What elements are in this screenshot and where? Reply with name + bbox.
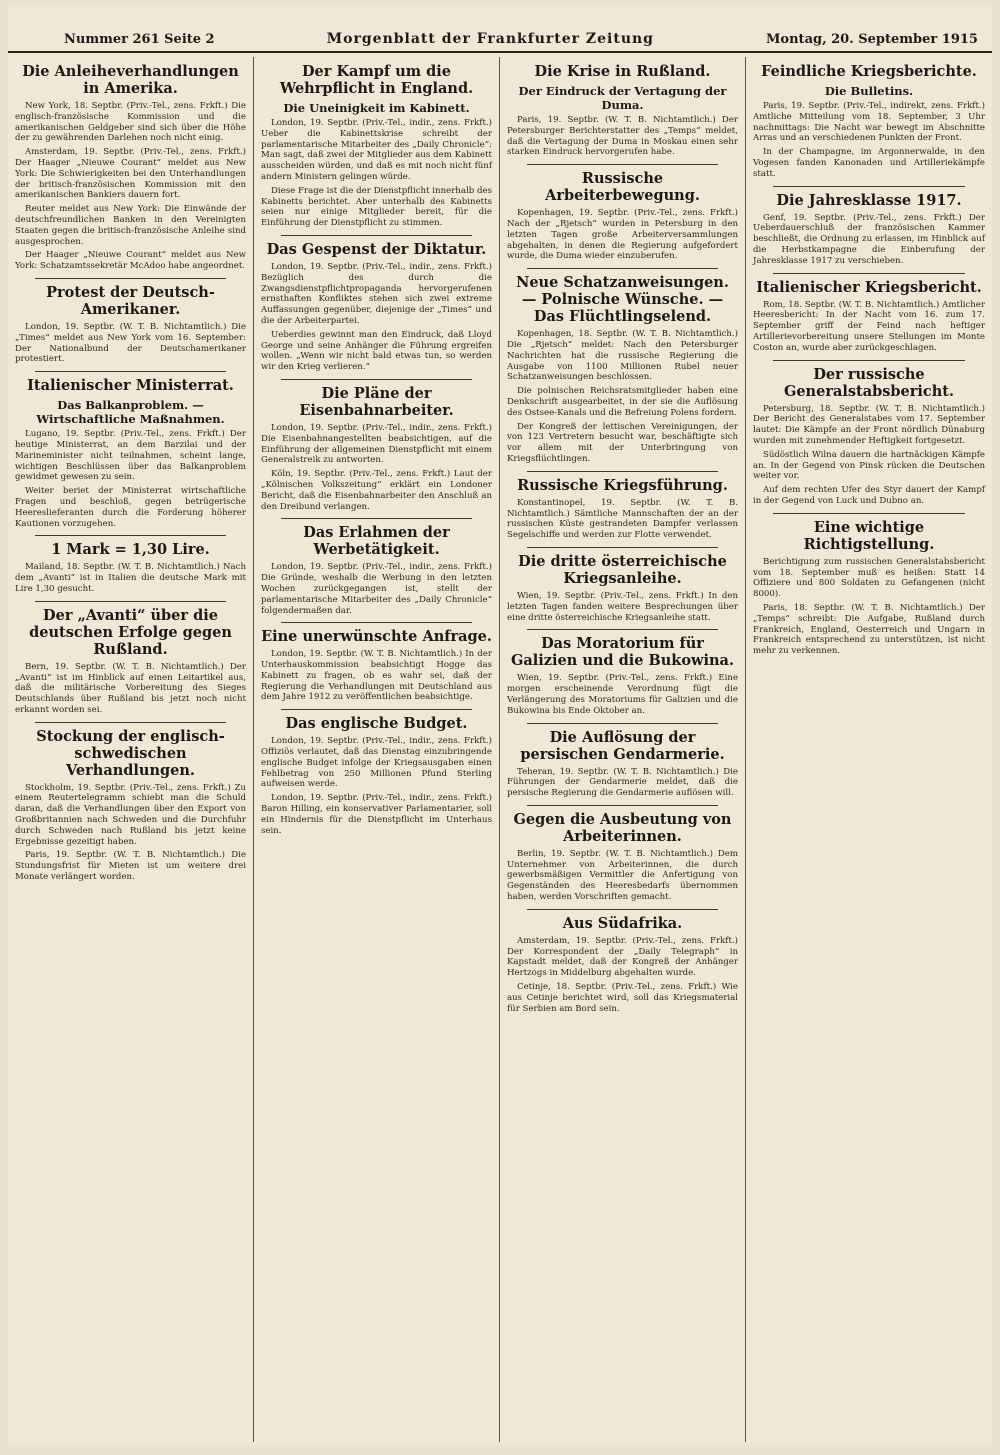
article-paragraph: Berichtigung zum russischen Generalstabsbericht vom 18. September muß es heißen: Statt 14 Offiziere und 800 Soldaten zu Gefangenen (nicht 8000). [753,556,985,600]
newspaper-column [746,57,992,1442]
article-paragraph: London, 19. Septbr. (W. T. B. Nichtamtlich.) In der Unterhauskommission beabsichtigt Hogge das Kabinett zu fragen, ob es wahr sei, daß der Regierung die Verhandlungen mit Deutschland aus dem Jahre 1912 zu veröffentlichen beabsichtige. [261,649,492,703]
article-paragraph: Weiter beriet der Ministerrat wirtschaftliche Fragen und beschloß, gegen betrügerische Heereslieferanten durch die Forderung höherer Kautionen vorzugehen. [15,486,246,529]
article-paragraph: Mailand, 18. Septbr. (W. T. B. Nichtamtlich.) Nach dem „Avanti“ ist in Italien die deutsche Mark mit Lire 1,30 gesucht. [15,562,246,594]
article-divider [35,601,226,602]
article-divider [773,360,965,361]
article-paragraph: London, 19. Septbr. (W. T. B. Nichtamtlich.) Die „Times“ meldet aus New York vom 16. September: Der Nationalbund der Deutschamerikaner protestiert. [15,321,246,365]
article-paragraph: London, 19. Septbr. (Priv.-Tel., indir., zens. Frkft.) Ueber die Kabinettskrise schreibt der parlamentarische Mitarbeiter des „Daily Chronicle“: Man sagt, daß zwei der Mitglieder aus dem Kabinett ausscheiden würden, und daß es mit noch nicht fünf andern Ministern gelingen würde. [261,118,492,182]
article-paragraph: London, 19. Septbr. (Priv.-Tel., indir., zens. Frkft.) Baron Hilling, ein konservativer Parlamentarier, soll ein Hindernis für die Dienstpflicht im Unterhaus sein. [261,793,492,836]
article-paragraph: London, 19. Septbr. (Priv.-Tel., indir., zens. Frkft.) Die Eisenbahnangestellten beabsichtigen, auf die Einführung der allgemeinen Dienstpflicht mit einem Generalstreik zu antworten. [261,422,492,466]
article-headline: Feindliche Kriegsberichte. [761,63,977,80]
article-divider [35,278,226,279]
article-paragraph: Konstantinopel, 19. Septbr. (W. T. B. Nichtamtlich.) Sämtliche Mannschaften der an der russischen Küste gestrandeten Dampfer verlassen Segelschiffe und werden zur Flotte verwendet. [507,497,738,541]
article-headline: Das Erlahmen der Werbetätigkeit. [303,524,450,559]
article-divider [35,722,226,723]
article-headline: Aus Südafrika. [562,914,683,932]
article-paragraph: Lugano, 19. Septbr. (Priv.-Tel., zens. Frkft.) Der heutige Ministerrat, an dem Barzilai und der Marineminister nicht teilnahmen, scheint lange, wichtigen Beschlüssen über das Balkanproblem gewidmet gewesen zu sein. [15,429,246,483]
article-divider [773,513,965,514]
article-paragraph: Amsterdam, 19. Septbr. (Priv.-Tel., zens. Frkft.) Der Korrespondent der „Daily Telegraph“ in Kapstadt meldet, daß der Kongreß der Anhänger Hertzogs in Middelburg abgehalten wurde. [507,935,738,979]
article-paragraph: Ueberdies gewinnt man den Eindruck, daß Lloyd George und seine Anhänger die Führung ergreifen wollen. „Wenn wir nicht bald etwas tun, so werden wir den Krieg verlieren.“ [261,329,492,373]
newspaper-column [8,57,254,1442]
article-headline: Die Auflösung der persischen Gendarmerie. [520,728,725,763]
article-paragraph: Auf dem rechten Ufer des Styr dauert der Kampf in der Gegend von Luck und Dubno an. [753,485,985,506]
article-paragraph: London, 19. Septbr. (Priv.-Tel., indir., zens. Frkft.) Bezüglich des durch die Zwangsdienstpflichtpropaganda hervorgerufenen ernsthaften Konfliktes stehen sich zwei extreme Auffassungen gegenüber, diejenige der „Times“ und die der Arbeiterpartei. [261,261,492,326]
newspaper-column [500,57,746,1442]
masthead-title: Morgenblatt der Frankfurter Zeitung [326,31,654,47]
article-paragraph: Paris, 19. Septbr. (Priv.-Tel., indirekt, zens. Frkft.) Amtliche Mitteilung vom 18. September, 3 Uhr nachmittags: Die Nacht war bewegt im Abschnitte Arras und an verschiedenen Punkten der Front. [753,101,985,144]
article-paragraph: Berlin, 19. Septbr. (W. T. B. Nichtamtlich.) Dem Unternehmer von Arbeiterinnen, die durch gewerbsmäßigen Vermittler die Anfertigung von Gegenständen des Heeresbedarfs übernommen haben, werden Vorschriften gemacht. [507,848,738,903]
article-paragraph: Der Haager „Nieuwe Courant“ meldet aus New York: Schatzamtssekretär McAdoo habe angeordnet. [15,250,246,272]
article-paragraph: Der Kongreß der lettischen Vereinigungen, der von 123 Vertretern besucht war, beschäftigte sich vor allem mit der Unterbringung von Kriegsflüchtlingen. [507,421,738,464]
masthead [8,5,992,53]
article-headline: Die Krise in Rußland. [534,63,711,80]
article-divider [527,909,718,910]
article-divider [527,629,718,630]
article-paragraph: Köln, 19. Septbr. (Priv.-Tel., zens. Frkft.) Laut der „Kölnischen Volkszeitung“ erklärt ein Londoner Bericht, daß die Eisenbahnarbeiter den Anschluß an den Dreibund verlangen. [261,469,492,512]
article-divider [281,622,472,623]
article-paragraph: Bern, 19. Septbr. (W. T. B. Nichtamtlich.) Der „Avanti“ ist im Hinblick auf einen Leitartikel aus, daß die militärische Vorbereitung des Sieges Deutschlands über Rußland bis jetzt noch nicht erkannt worden sei. [15,661,246,715]
article-headline: Der russische Generalstabsbericht. [783,365,955,400]
article-paragraph: Petersburg, 18. Septbr. (W. T. B. Nichtamtlich.) Der Bericht des Generalstabes vom 17. September lautet: Die Kämpfe an der Front nördlich Dünaburg wurden mit zunehmender Heftigkeit fortgesetzt. [753,403,985,446]
article-divider [35,535,226,536]
article-paragraph: Kopenhagen, 18. Septbr. (W. T. B. Nichtamtlich.) Die „Rjetsch“ meldet: Nach den Petersburger Nachrichten hat die russische Regierung die Ausgabe von 1100 Millionen Rubel neuer Schatzanweisungen beschlossen. [507,329,738,383]
newspaper-column [254,57,500,1442]
article-headline: Die dritte österreichische Kriegsanleihe. [518,552,727,587]
article-paragraph: Paris, 19. Septbr. (W. T. B. Nichtamtlich.) Die Stundungsfrist für Mieten ist um weitere drei Monate verlängert worden. [15,850,246,883]
article-divider [281,518,472,519]
article-divider [527,805,718,806]
article-headline: Der „Avanti“ über die deutschen Erfolge gegen Rußland. [29,606,232,658]
article-headline: Der Kampf um die Wehrpflicht in England. [279,63,474,97]
article-paragraph: Wien, 19. Septbr. (Priv.-Tel., zens. Frkft.) In den letzten Tagen fanden weitere Besprechungen über eine dritte österreichische Kriegsanleihe statt. [507,590,738,623]
article-divider [527,547,718,548]
article-headline: Stockung der englisch-schwedischen Verhandlungen. [36,727,225,779]
article-headline: Protest der Deutsch-Amerikaner. [46,283,215,318]
article-paragraph: Paris, 18. Septbr. (W. T. B. Nichtamtlich.) Der „Temps“ schreibt: Die Aufgabe, Rußland durch Frankreich, England, Oesterreich und Ungarn in Frankreich entsprechend zu unterstützen, ist nicht mehr zu verkennen. [753,602,985,657]
newspaper-page [8,5,992,1445]
article-headline: Die Anleiheverhandlungen in Amerika. [22,63,239,97]
article-paragraph: Die polnischen Reichsratsmitglieder haben eine Denkschrift ausgearbeitet, in der sie die Auflösung des Ostsee-Kanals und die Befreiung Polens fordern. [507,386,738,418]
article-paragraph: Teheran, 19. Septbr. (W. T. B. Nichtamtlich.) Die Führungen der Gendarmerie meldet, daß die persische Regierung die Gendarmerie auflösen will. [507,766,738,799]
article-paragraph: Kopenhagen, 19. Septbr. (Priv.-Tel., zens. Frkft.) Nach der „Rjetsch“ wurden in Petersburg in den letzten Tagen große Arbeiterversammlungen abgehalten, in denen die Regierung aufgefordert wurde, die Duma wieder einzuberufen. [507,208,738,262]
article-subheadline: Das Balkanproblem. — Wirtschaftliche Maßnahmen. [36,398,225,427]
article-headline: Gegen die Ausbeutung von Arbeiterinnen. [513,810,732,845]
article-headline: Die Jahresklasse 1917. [776,191,962,209]
article-headline: Russische Kriegsführung. [517,476,728,494]
article-paragraph: Paris, 19. Septbr. (W. T. B. Nichtamtlich.) Der Petersburger Berichterstatter des „Temps“ meldet, daß die Vertagung der Duma in Moskau einen sehr starken Eindruck hervorgerufen habe. [507,115,738,158]
article-divider [281,235,472,236]
article-divider [281,379,472,380]
article-divider [773,186,965,187]
article-headline: Italienischer Kriegsbericht. [756,278,982,296]
article-divider [281,709,472,710]
article-headline: 1 Mark = 1,30 Lire. [51,541,210,559]
article-paragraph: London, 19. Septbr. (Priv.-Tel., indir., zens. Frkft.) Offiziös verlautet, daß das Dienstag einzubringende englische Budget infolge der Kriegsausgaben einen Fehlbetrag von 250 Millionen Pfund Sterling aufweisen werde. [261,736,492,790]
article-headline: Russische Arbeiterbewegung. [545,170,700,205]
article-divider [527,268,718,269]
article-paragraph: Genf, 19. Septbr. (Priv.-Tel., zens. Frkft.) Der Ueberdauerschluß der französischen Kammer beschließt, die Ordnung zu erlassen, im Hinblick auf die Herbstkampagne die Einberufung der Jahresklasse 1917 zu verschieben. [753,212,985,266]
article-headline: Neue Schatzanweisungen. — Polnische Wünsche. — Das Flüchtlingselend. [516,274,729,326]
article-divider [527,723,718,724]
article-paragraph: Reuter meldet aus New York: Die Einwände der deutschfreundlichen Banken in den Vereinigten Staaten gegen die britisch-französische Anleihe sind ausgesprochen. [15,204,246,247]
article-paragraph: Rom, 18. Septbr. (W. T. B. Nichtamtlich.) Amtlicher Heeresbericht: In der Nacht vom 16. zum 17. September griff der Feind nach heftiger Artillerievorbereitung unsere Stellungen im Monte Coston an, wurde aber zurückgeschlagen. [753,299,985,353]
article-paragraph: London, 19. Septbr. (Priv.-Tel., indir., zens. Frkft.) Die Gründe, weshalb die Werbung in den letzten Wochen zurückgegangen ist, stellt der parlamentarische Mitarbeiter des „Daily Chronicle“ folgendermaßen dar. [261,562,492,616]
masthead-issue: Nummer 261 Seite 2 [64,32,215,47]
article-headline: Das Gespenst der Diktatur. [266,240,487,258]
article-paragraph: Amsterdam, 19. Septbr. (Priv.-Tel., zens. Frkft.) Der Haager „Nieuwe Courant“ meldet aus New York: Die Schwierigkeiten bei den Unterhandlungen der britisch-französischen Kommission mit den amerikanischen Bankiers dauern fort. [15,147,246,201]
article-divider [527,471,718,472]
column-grid [8,57,992,1442]
article-headline: Die Pläne der Eisenbahnarbeiter. [299,384,454,419]
article-paragraph: Wien, 19. Septbr. (Priv.-Tel., zens. Frkft.) Eine morgen erscheinende Verordnung fügt die Verlängerung des Moratoriums für Galizien und die Bukowina bis Ende Oktober an. [507,673,738,716]
article-headline: Eine unerwünschte Anfrage. [261,628,492,646]
article-subheadline: Die Bulletins. [824,84,914,98]
article-paragraph: Cetinje, 18. Septbr. (Priv.-Tel., zens. Frkft.) Wie aus Cetinje berichtet wird, soll das Kriegsmaterial für Serbien am Bord sein. [507,982,738,1014]
article-paragraph: New York, 18. Septbr. (Priv.-Tel., zens. Frkft.) Die englisch-französische Kommission und die amerikanischen Geldgeber sind sich über die Höhe der zu gewährenden Darlehen noch nicht einig. [15,101,246,144]
masthead-date: Montag, 20. September 1915 [766,32,978,47]
article-divider [527,164,718,165]
article-paragraph: Diese Frage ist die der Dienstpflicht innerhalb des Kabinetts berichtet. Aber unterhalb des Kabinetts seien nur einige Mitglieder bereit, für die Einführung der Dienstpflicht zu stimmen. [261,185,492,229]
article-subheadline: Der Eindruck der Vertagung der Duma. [518,84,727,112]
article-paragraph: Stockholm, 19. Septbr. (Priv.-Tel., zens. Frkft.) Zu einem Reutertelegramm schiebt man die Schuld daran, daß die Verhandlungen über den Export von Großbritannien nach Schweden und die Durchfuhr durch Schweden nach Rußland bis jetzt keine Ergebnisse gezeitigt haben. [15,782,246,847]
article-subheadline: Die Uneinigkeit im Kabinett. [283,101,470,115]
article-headline: Eine wichtige Richtigstellung. [803,518,935,553]
article-headline: Das Moratorium für Galizien und die Bukowina. [510,635,735,670]
article-headline: Italienischer Ministerrat. [27,377,234,395]
article-divider [773,273,965,274]
article-divider [35,371,226,372]
article-paragraph: Südöstlich Wilna dauern die hartnäckigen Kämpfe an. In der Gegend von Pinsk rücken die Deutschen weiter vor. [753,449,985,482]
article-paragraph: In der Champagne, im Argonnerwalde, in den Vogesen fanden Kanonaden und Artilleriekämpfe statt. [753,147,985,179]
article-headline: Das englische Budget. [285,715,468,733]
